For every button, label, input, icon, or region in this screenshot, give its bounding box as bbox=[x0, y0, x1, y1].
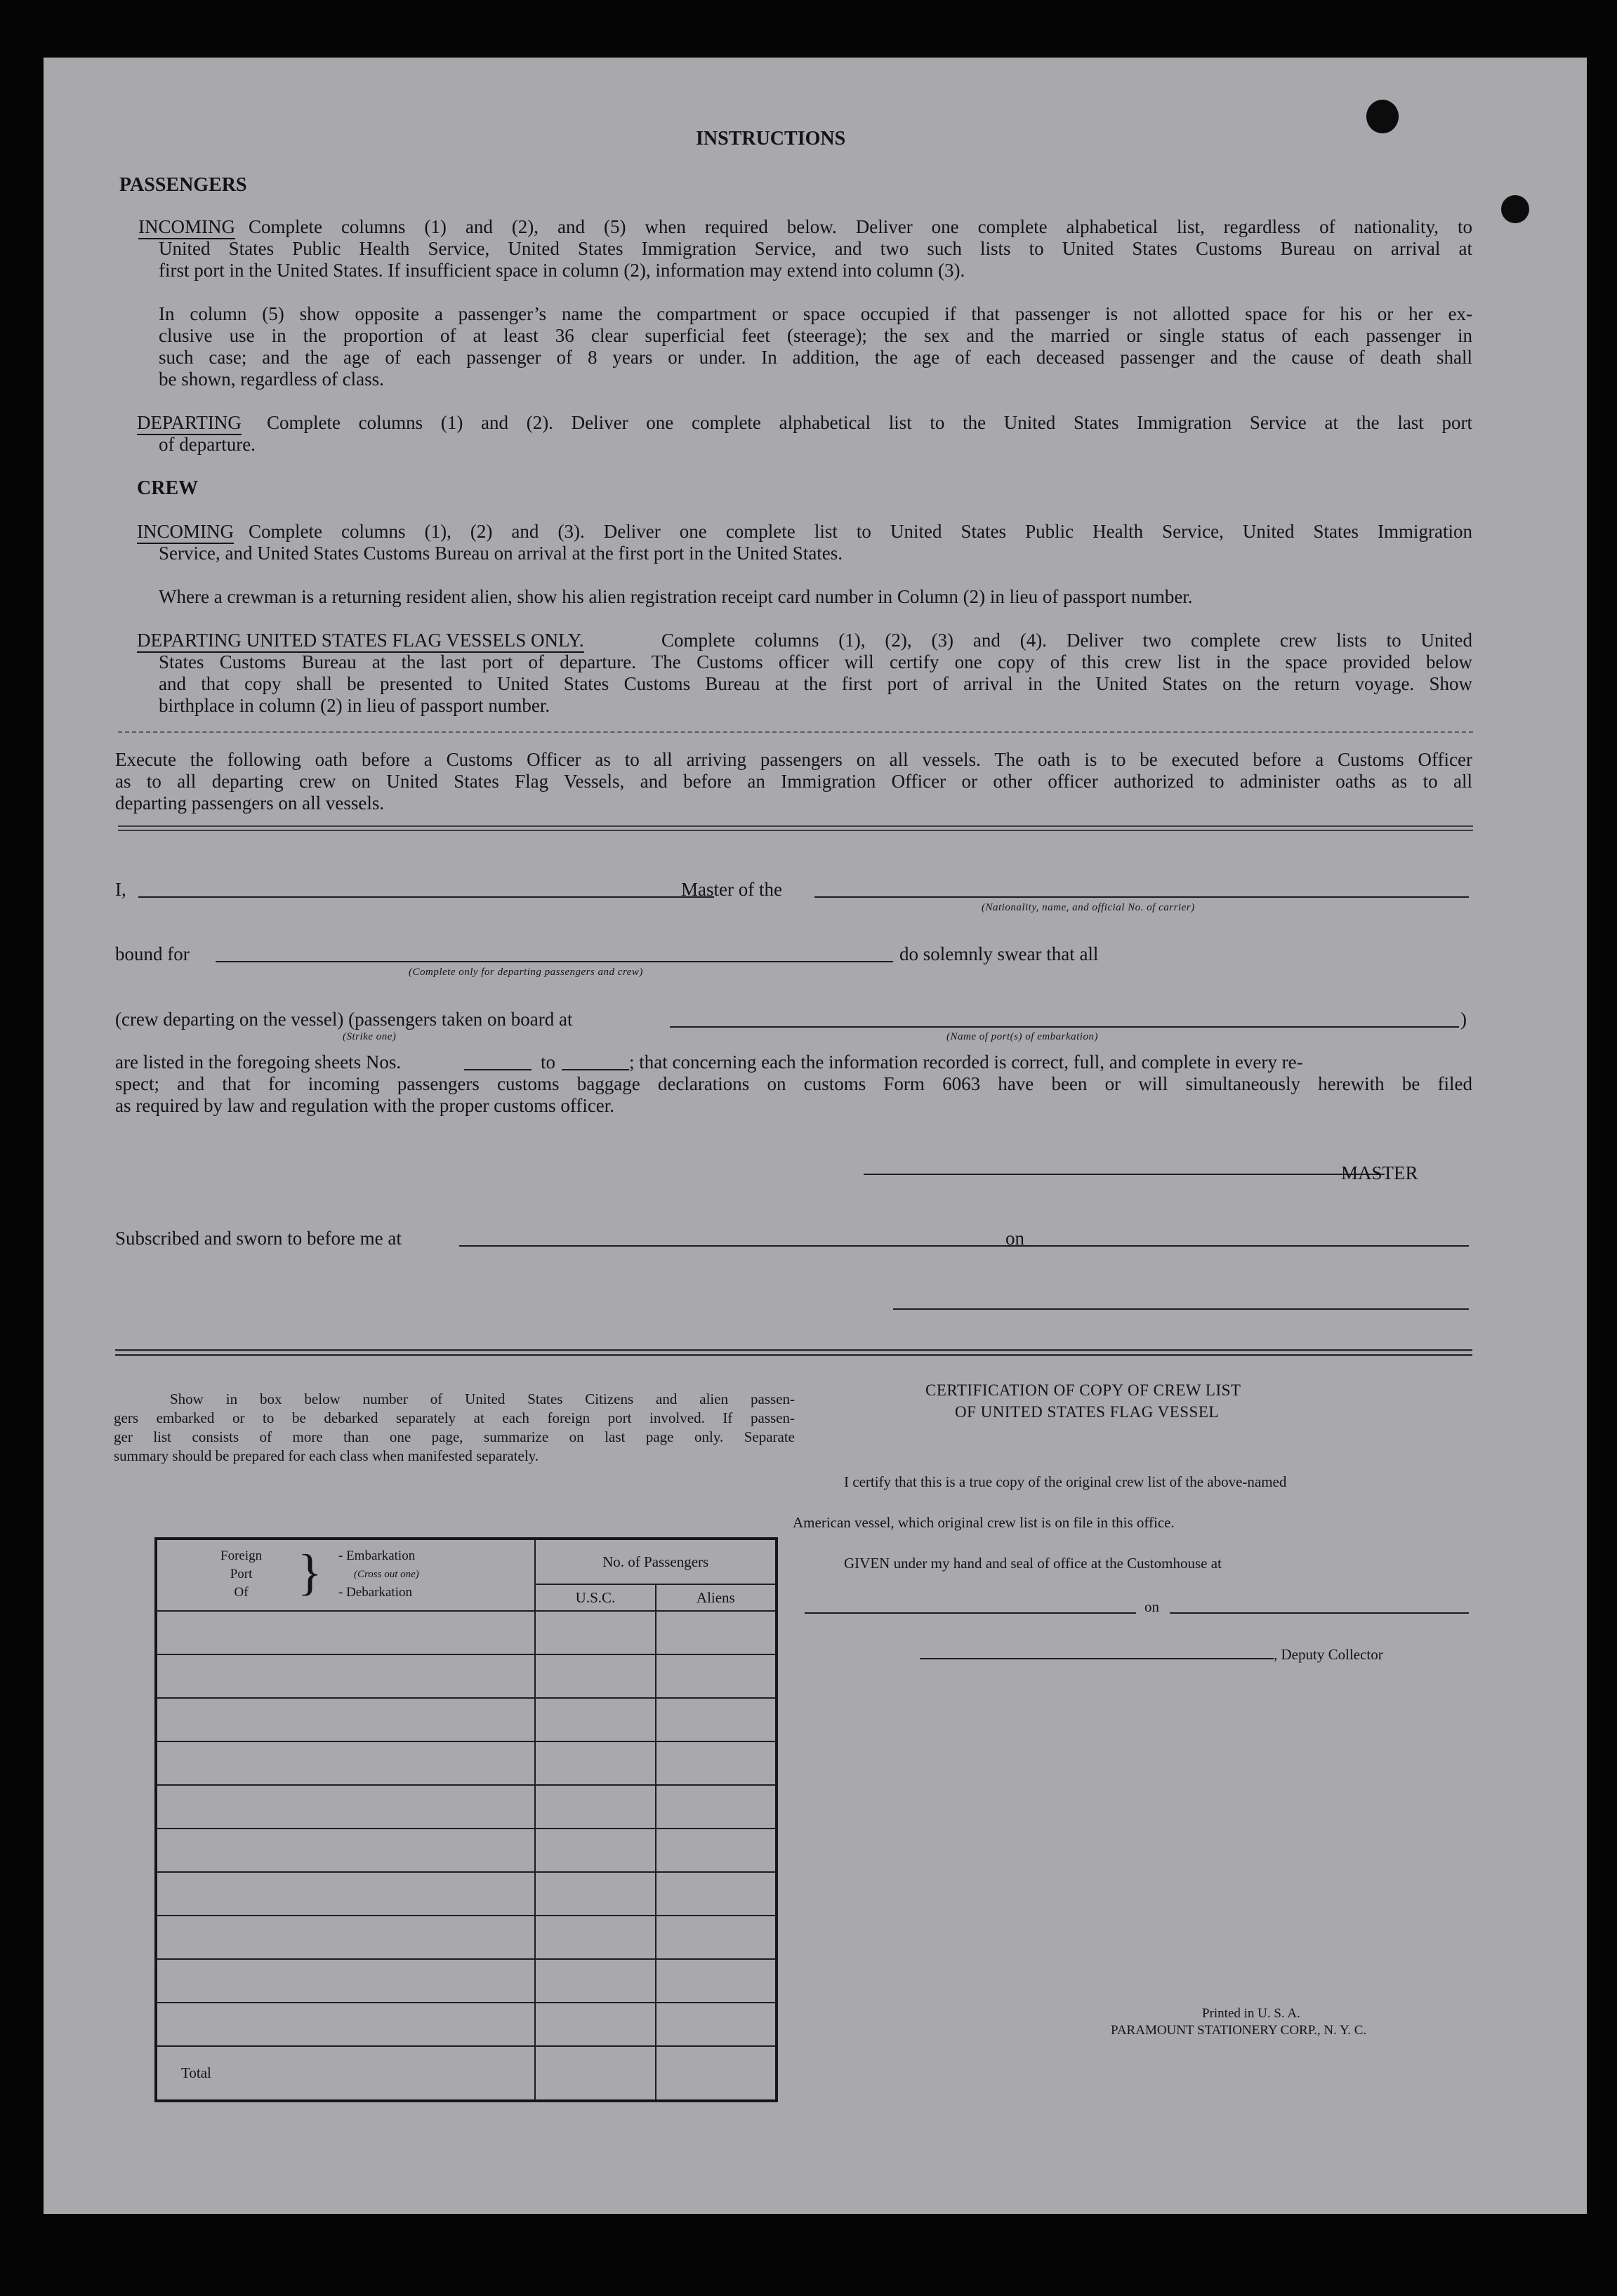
section-divider-3b bbox=[115, 1354, 1472, 1356]
oath-intro-line-2: as to all departing crew on United States Flag Vessels, and before an Immigration Officer or other officer authorized to administer oaths as to all bbox=[115, 771, 1472, 792]
master-label: MASTER bbox=[1341, 1162, 1418, 1183]
bound-for-label: bound for bbox=[115, 943, 190, 964]
sheet-to-field[interactable] bbox=[562, 1069, 629, 1070]
ports-field[interactable] bbox=[670, 1026, 1459, 1028]
section-divider-2b bbox=[118, 830, 1473, 831]
deputy-collector-label: , Deputy Collector bbox=[1274, 1646, 1383, 1663]
listed-to: to bbox=[541, 1051, 556, 1073]
section-divider-2a bbox=[118, 825, 1473, 827]
passengers-heading: PASSENGERS bbox=[119, 174, 247, 196]
passengers-incoming-line-1: Complete columns (1) and (2), and (5) when required below. Deliver one complete alphabetical list, regardless of nationality, to bbox=[249, 216, 1472, 237]
usc-cell[interactable] bbox=[535, 1741, 655, 1785]
listed-line-3: as required by law and regulation with the proper customs officer. bbox=[115, 1095, 615, 1116]
aliens-cell[interactable] bbox=[656, 1916, 777, 1959]
crew-departing-line-3: and that copy shall be presented to United States Customs Bureau at the first port of arrival in the United States on the return voyage. Show bbox=[159, 673, 1472, 694]
passengers-incoming-line-2: United States Public Health Service, United States Immigration Service, and two such lists to United States Customs Bureau on arrival at bbox=[159, 238, 1472, 259]
sworn-date-field[interactable] bbox=[1025, 1245, 1469, 1247]
port-cell[interactable] bbox=[156, 1698, 535, 1741]
aliens-cell[interactable] bbox=[656, 1872, 777, 1916]
embarkation-label: - Embarkation bbox=[338, 1548, 416, 1563]
page-title: INSTRUCTIONS bbox=[696, 128, 846, 150]
bound-for-field[interactable] bbox=[216, 961, 893, 962]
cert-date-field[interactable] bbox=[1170, 1612, 1469, 1614]
port-cell[interactable] bbox=[156, 1916, 535, 1959]
total-label: Total bbox=[156, 2046, 535, 2101]
column5-line-1: In column (5) show opposite a passenger’s name the compartment or space occupied if that passenger is not allotted space for his or her ex- bbox=[159, 303, 1472, 324]
usc-cell[interactable] bbox=[535, 2003, 655, 2046]
listed-suffix: ; that concerning each the information recorded is correct, full, and complete in every re- bbox=[629, 1051, 1303, 1073]
usc-header: U.S.C. bbox=[535, 1584, 655, 1611]
passenger-summary-table bbox=[154, 1537, 778, 2102]
carrier-field[interactable] bbox=[814, 896, 1469, 898]
embark-options bbox=[338, 1547, 419, 1602]
usc-cell[interactable] bbox=[535, 1611, 655, 1654]
aliens-cell[interactable] bbox=[656, 2003, 777, 2046]
aliens-cell[interactable] bbox=[656, 1785, 777, 1829]
ink-blot-side bbox=[1501, 195, 1529, 223]
form-page bbox=[44, 58, 1587, 2214]
oath-intro-line-1: Execute the following oath before a Customs Officer as to all arriving passengers on all vessels. The oath is to be executed before a Customs Officer bbox=[115, 749, 1472, 770]
deputy-signature-field[interactable] bbox=[920, 1658, 1274, 1659]
master-name-field[interactable] bbox=[138, 896, 714, 898]
officer-signature-field[interactable] bbox=[893, 1308, 1469, 1310]
printed-in-usa: Printed in U. S. A. bbox=[1202, 2006, 1300, 2021]
swear-label: do solemnly swear that all bbox=[899, 943, 1099, 964]
passengers-departing-line-2: of departure. bbox=[159, 434, 256, 455]
foreign-word: Foreign bbox=[220, 1548, 263, 1563]
usc-total-cell[interactable] bbox=[535, 2046, 655, 2101]
ports-caption: (Name of port(s) of embarkation) bbox=[946, 1031, 1098, 1042]
certify-line-2: American vessel, which original crew list is on file in this office. bbox=[793, 1514, 1175, 1531]
usc-cell[interactable] bbox=[535, 1785, 655, 1829]
aliens-header: Aliens bbox=[656, 1584, 777, 1611]
passengers-departing-line-1: Complete columns (1) and (2). Deliver one complete alphabetical list to the United States Immigration Service at the last port bbox=[267, 412, 1472, 433]
crew-departing-line-1: Complete columns (1), (2), (3) and (4). Deliver two complete crew lists to United bbox=[661, 630, 1472, 651]
of-word: Of bbox=[234, 1585, 249, 1600]
usc-cell[interactable] bbox=[535, 1872, 655, 1916]
port-cell[interactable] bbox=[156, 1829, 535, 1872]
passengers-incoming-label: INCOMING bbox=[138, 216, 235, 239]
crew-departing-phrase: (crew departing on the vessel) (passengers taken on board at bbox=[115, 1009, 573, 1030]
crew-departing-line-4: birthplace in column (2) in lieu of passport number. bbox=[159, 695, 550, 716]
aliens-cell[interactable] bbox=[656, 1611, 777, 1654]
port-cell[interactable] bbox=[156, 1741, 535, 1785]
strike-one-caption: (Strike one) bbox=[343, 1031, 397, 1042]
aliens-cell[interactable] bbox=[656, 1654, 777, 1698]
section-divider-1 bbox=[118, 731, 1473, 733]
aliens-cell[interactable] bbox=[656, 1698, 777, 1741]
summary-line-2: gers embarked or to be debarked separately at each foreign port involved. If passen- bbox=[114, 1409, 795, 1426]
master-signature-field[interactable] bbox=[864, 1174, 1385, 1175]
passengers-departing-label: DEPARTING bbox=[137, 412, 242, 435]
oath-intro-line-3: departing passengers on all vessels. bbox=[115, 792, 385, 814]
port-header-cell bbox=[156, 1539, 535, 1611]
customhouse-field[interactable] bbox=[805, 1612, 1136, 1614]
sworn-on-label: on bbox=[1005, 1228, 1024, 1249]
usc-cell[interactable] bbox=[535, 1654, 655, 1698]
crew-incoming-line-1: Complete columns (1), (2) and (3). Deliver one complete list to United States Public Health Service, United States Immigration bbox=[249, 521, 1472, 542]
ink-blot-top bbox=[1366, 100, 1399, 133]
port-cell[interactable] bbox=[156, 1654, 535, 1698]
debarkation-label: - Debarkation bbox=[338, 1585, 412, 1600]
crew-departing-line-2: States Customs Bureau at the last port of departure. The Customs officer will certify one copy of this crew list in the space provided below bbox=[159, 651, 1472, 672]
aliens-total-cell[interactable] bbox=[656, 2046, 777, 2101]
port-word: Port bbox=[230, 1567, 253, 1581]
section-divider-3a bbox=[115, 1349, 1472, 1351]
no-of-passengers-header: No. of Passengers bbox=[535, 1539, 777, 1584]
crew-departing-label: DEPARTING UNITED STATES FLAG VESSELS ONLY. bbox=[137, 630, 584, 653]
port-cell[interactable] bbox=[156, 1785, 535, 1829]
column5-line-3: such case; and the age of each passenger of 8 years or under. In addition, the age of each deceased passenger and the cause of death shall bbox=[159, 347, 1472, 368]
column5-line-2: clusive use in the proportion of at least 36 clear superficial feet (steerage); the sex and the married or single status of each passenger in bbox=[159, 325, 1472, 346]
aliens-cell[interactable] bbox=[656, 1959, 777, 2003]
summary-line-1: Show in box below number of United States Citizens and alien passen- bbox=[170, 1391, 795, 1407]
crew-returning-note: Where a crewman is a returning resident alien, show his alien registration receipt card number in Column (2) in lieu of passport number. bbox=[159, 586, 1193, 607]
usc-cell[interactable] bbox=[535, 1829, 655, 1872]
cert-on-label: on bbox=[1144, 1598, 1159, 1615]
nationality-caption: (Nationality, name, and official No. of carrier) bbox=[982, 902, 1195, 913]
listed-line-2: spect; and that for incoming passengers customs baggage declarations on customs Form 6063 have been or will simultaneously herewith be filed bbox=[115, 1073, 1472, 1094]
crew-heading: CREW bbox=[137, 477, 199, 499]
oath-i-label: I, bbox=[115, 879, 126, 900]
port-cell[interactable] bbox=[156, 1611, 535, 1654]
subscribed-label: Subscribed and sworn to before me at bbox=[115, 1228, 402, 1249]
certification-title-2: OF UNITED STATES FLAG VESSEL bbox=[955, 1403, 1219, 1421]
port-cell[interactable] bbox=[156, 2003, 535, 2046]
bound-for-caption: (Complete only for departing passengers and crew) bbox=[409, 967, 643, 978]
sheet-from-field[interactable] bbox=[464, 1069, 532, 1070]
certify-line-1: I certify that this is a true copy of the original crew list of the above-named bbox=[844, 1473, 1287, 1490]
master-of-the-label: Master of the bbox=[681, 879, 782, 900]
given-line: GIVEN under my hand and seal of office at the Customhouse at bbox=[844, 1555, 1222, 1572]
usc-cell[interactable] bbox=[535, 1959, 655, 2003]
printer-name: PARAMOUNT STATIONERY CORP., N. Y. C. bbox=[1111, 2023, 1367, 2038]
listed-prefix: are listed in the foregoing sheets Nos. bbox=[115, 1051, 402, 1073]
usc-cell[interactable] bbox=[535, 1698, 655, 1741]
usc-cell[interactable] bbox=[535, 1916, 655, 1959]
brace-glyph: } bbox=[298, 1544, 322, 1600]
port-cell[interactable] bbox=[156, 1872, 535, 1916]
cross-out-label: (Cross out one) bbox=[354, 1569, 419, 1580]
close-paren: ) bbox=[1460, 1009, 1467, 1030]
crew-incoming-label: INCOMING bbox=[137, 521, 234, 544]
certification-title-1: CERTIFICATION OF COPY OF CREW LIST bbox=[925, 1381, 1241, 1399]
summary-line-4: summary should be prepared for each class when manifested separately. bbox=[114, 1447, 539, 1464]
summary-line-3: ger list consists of more than one page, summarize on last page only. Separate bbox=[114, 1428, 795, 1445]
port-cell[interactable] bbox=[156, 1959, 535, 2003]
foreign-port-of-label bbox=[220, 1547, 262, 1602]
sworn-place-field[interactable] bbox=[459, 1245, 1036, 1247]
crew-incoming-line-2: Service, and United States Customs Bureau on arrival at the first port in the United States. bbox=[159, 543, 843, 564]
column5-line-4: be shown, regardless of class. bbox=[159, 369, 384, 390]
aliens-cell[interactable] bbox=[656, 1829, 777, 1872]
passengers-incoming-line-3: first port in the United States. If insufficient space in column (2), information may extend into column (3). bbox=[159, 260, 965, 281]
summary-instructions bbox=[114, 1390, 795, 1466]
aliens-cell[interactable] bbox=[656, 1741, 777, 1785]
